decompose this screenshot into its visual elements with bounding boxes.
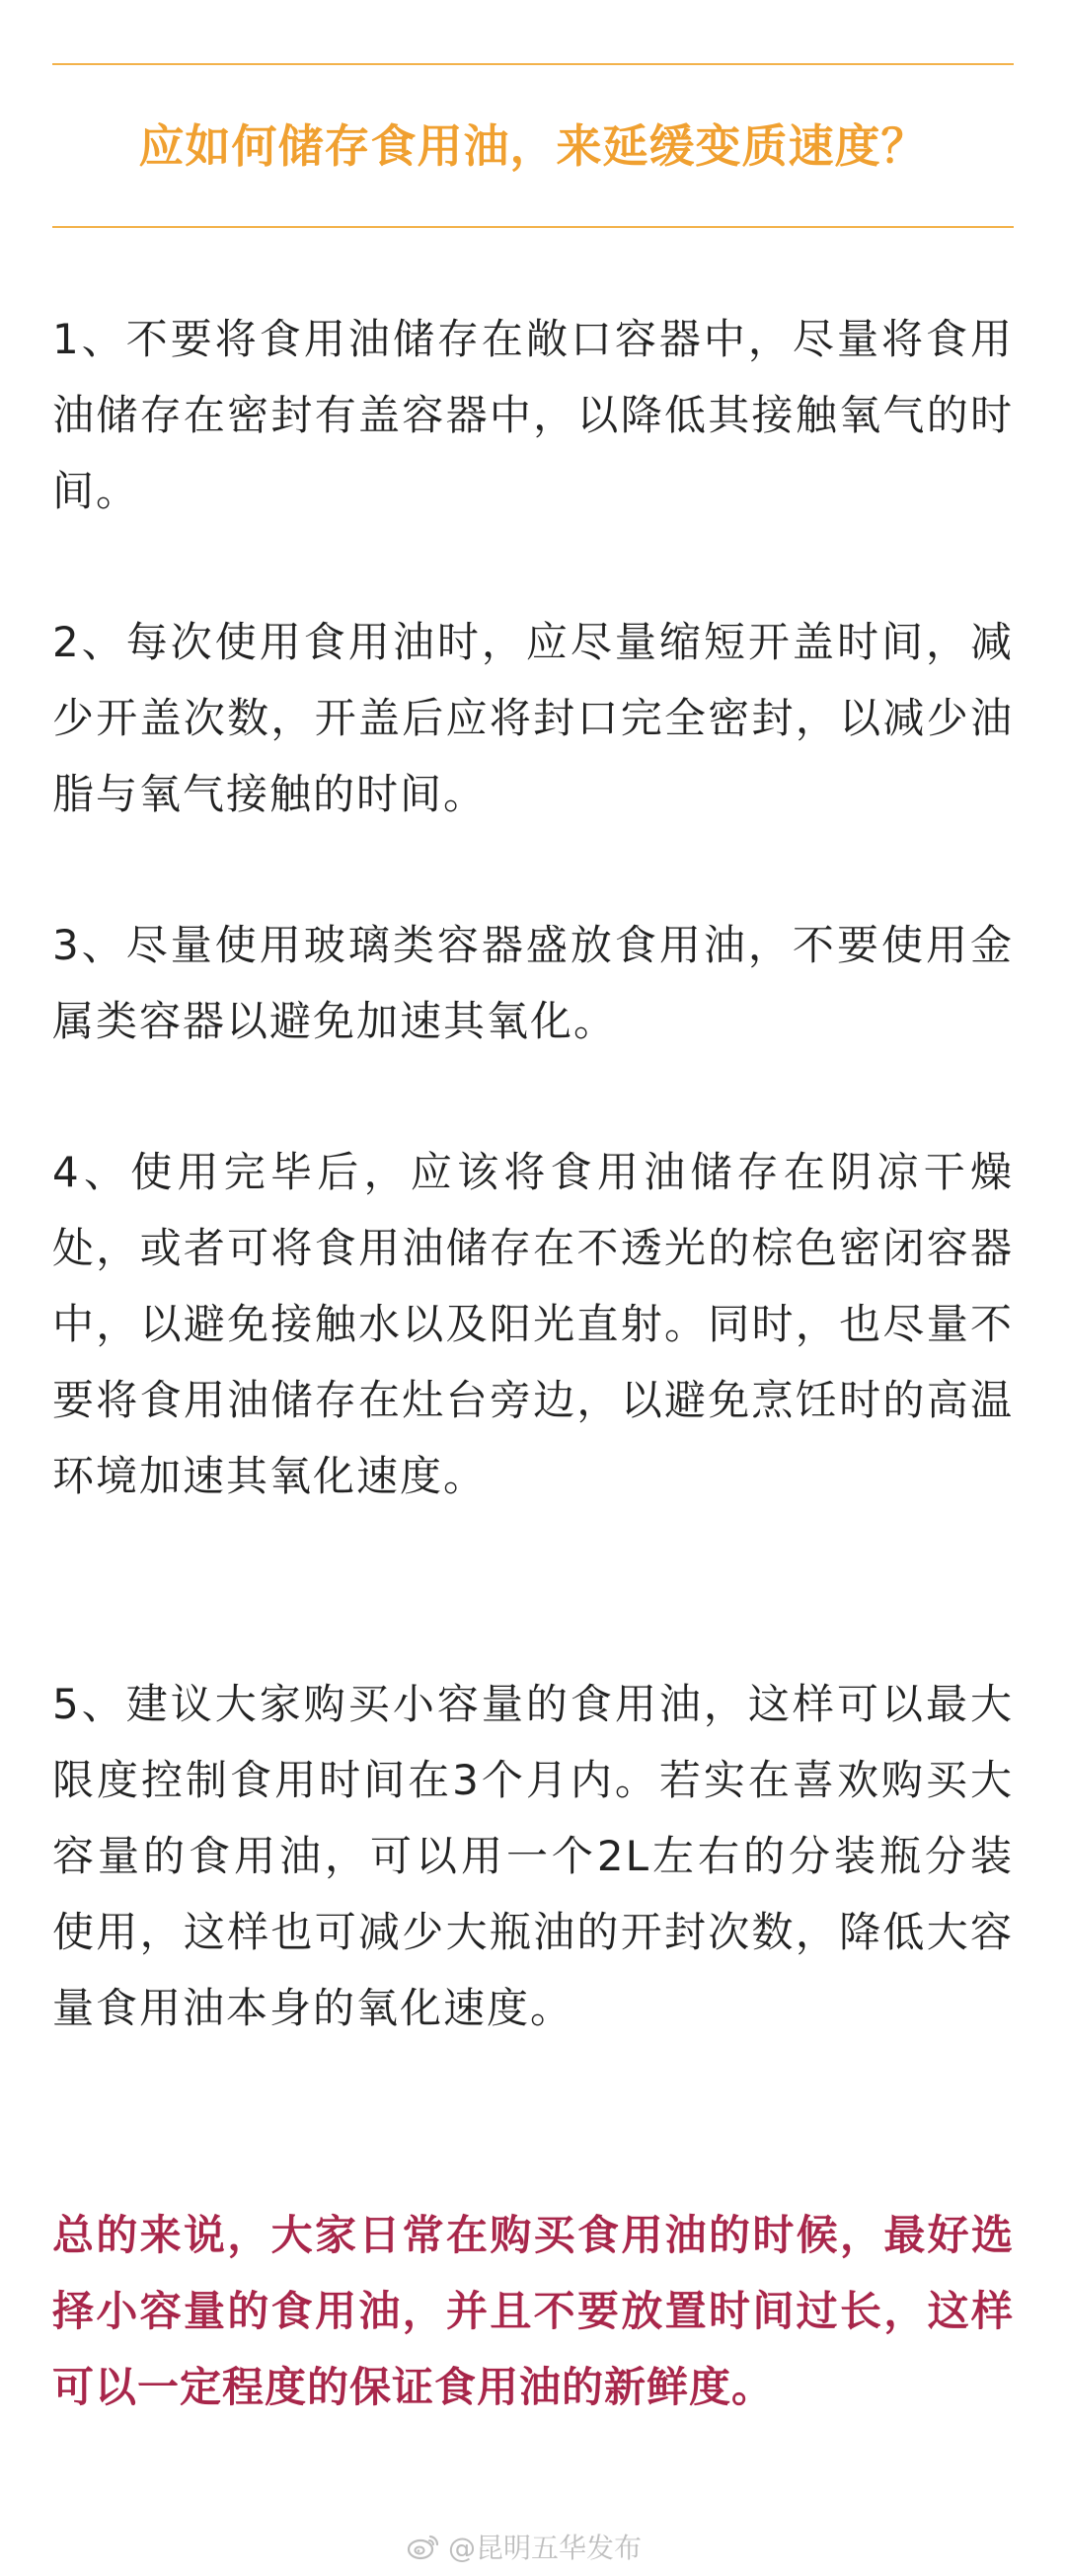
weibo-watermark (407, 2527, 642, 2566)
tip-paragraph-4: 4、使用完毕后，应该将食用油储存在阴凉干燥处，或者可将食用油储存在不透光的棕色密闭容器中，以避免接触水以及阳光直射。同时，也尽量不要将食用油储存在灶台旁边，以避免烹饪时的高温环境加速其氧化速度。 (52, 1148, 1014, 1500)
tip-paragraph-1: 1、不要将食用油储存在敞口容器中，尽量将食用油储存在密封有盖容器中，以降低其接触氧气的时间。 (52, 315, 1014, 515)
article-title: 应如何储存食用油，来延缓变质速度？ (138, 119, 928, 173)
weibo-icon (407, 2533, 440, 2560)
title-bottom-divider (52, 226, 1014, 228)
tip-paragraph-3: 3、尽量使用玻璃类容器盛放食用油，不要使用金属类容器以避免加速其氧化。 (52, 921, 1014, 1045)
title-top-divider (52, 63, 1014, 65)
tip-paragraph-2: 2、每次使用食用油时，应尽量缩短开盖时间，减少开盖次数，开盖后应将封口完全密封，以减少油脂与氧气接触的时间。 (52, 618, 1014, 818)
watermark-text: @昆明五华发布 (448, 2532, 643, 2564)
tip-paragraph-5: 5、建议大家购买小容量的食用油，这样可以最大限度控制食用时间在3个月内。若实在喜欢购买大容量的食用油，可以用一个2L左右的分装瓶分装使用，这样也可减少大瓶油的开封次数，降低大容量食用油本身的氧化速度。 (52, 1680, 1014, 2032)
summary-paragraph: 总的来说，大家日常在购买食用油的时候，最好选择小容量的食用油，并且不要放置时间过长，这样可以一定程度的保证食用油的新鲜度。 (52, 2211, 1014, 2411)
